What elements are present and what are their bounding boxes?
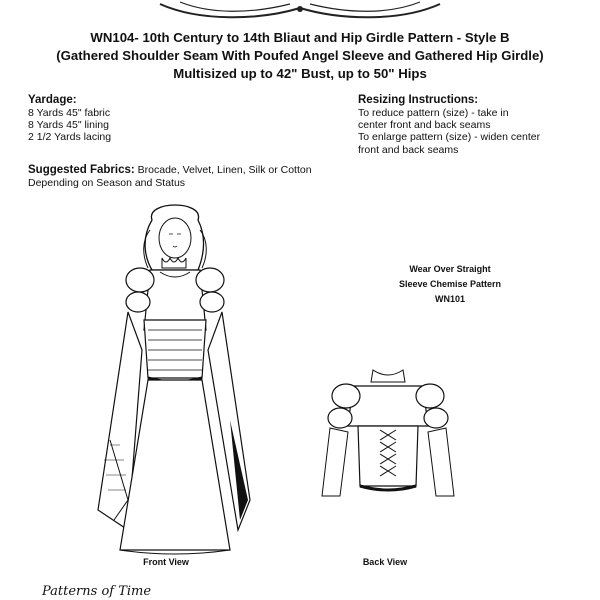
resizing-line: front and back seams [358, 143, 459, 156]
pattern-title: WN104- 10th Century to 14th Bliaut and Hip Girdle Pattern - Style B [90, 30, 510, 45]
yardage-section [28, 94, 111, 144]
chemise-note [390, 262, 510, 307]
chemise-note-line: Wear Over Straight [409, 264, 491, 274]
fabrics-heading: Suggested Fabrics: [28, 164, 135, 176]
resizing-line: To enlarge pattern (size) - widen center [358, 131, 541, 144]
fabrics-note: Depending on Season and Status [28, 177, 186, 189]
pattern-sizing: Multisized up to 42" Bust, up to 50" Hips [173, 66, 427, 81]
decorative-flourish [140, 0, 460, 22]
fabrics-section [28, 164, 408, 189]
brand-logo-text: Patterns of Time [42, 584, 152, 599]
resizing-section [358, 94, 593, 156]
pattern-subtitle: (Gathered Shoulder Seam With Poufed Angel Sleeve and Gathered Hip Girdle) [56, 48, 544, 63]
resizing-line: center front and back seams [358, 119, 491, 132]
fabrics-text: Brocade, Velvet, Linen, Silk or Cotton [137, 164, 312, 176]
back-view-caption: Back View [362, 557, 408, 567]
resizing-line: To reduce pattern (size) - take in [358, 107, 509, 119]
yardage-heading: Yardage: [28, 94, 77, 106]
chemise-pattern-code: WN101 [434, 294, 465, 304]
chemise-note-line: Sleeve Chemise Pattern [398, 279, 502, 289]
yardage-item: 2 1/2 Yards lacing [28, 131, 112, 144]
front-view-illustration [90, 200, 260, 560]
front-view-caption: Front View [143, 557, 189, 567]
yardage-item: 8 Yards 45" lining [28, 119, 109, 132]
back-view-illustration [318, 366, 458, 506]
resizing-heading: Resizing Instructions: [358, 94, 479, 106]
yardage-item: 8 Yards 45" fabric [28, 107, 111, 119]
